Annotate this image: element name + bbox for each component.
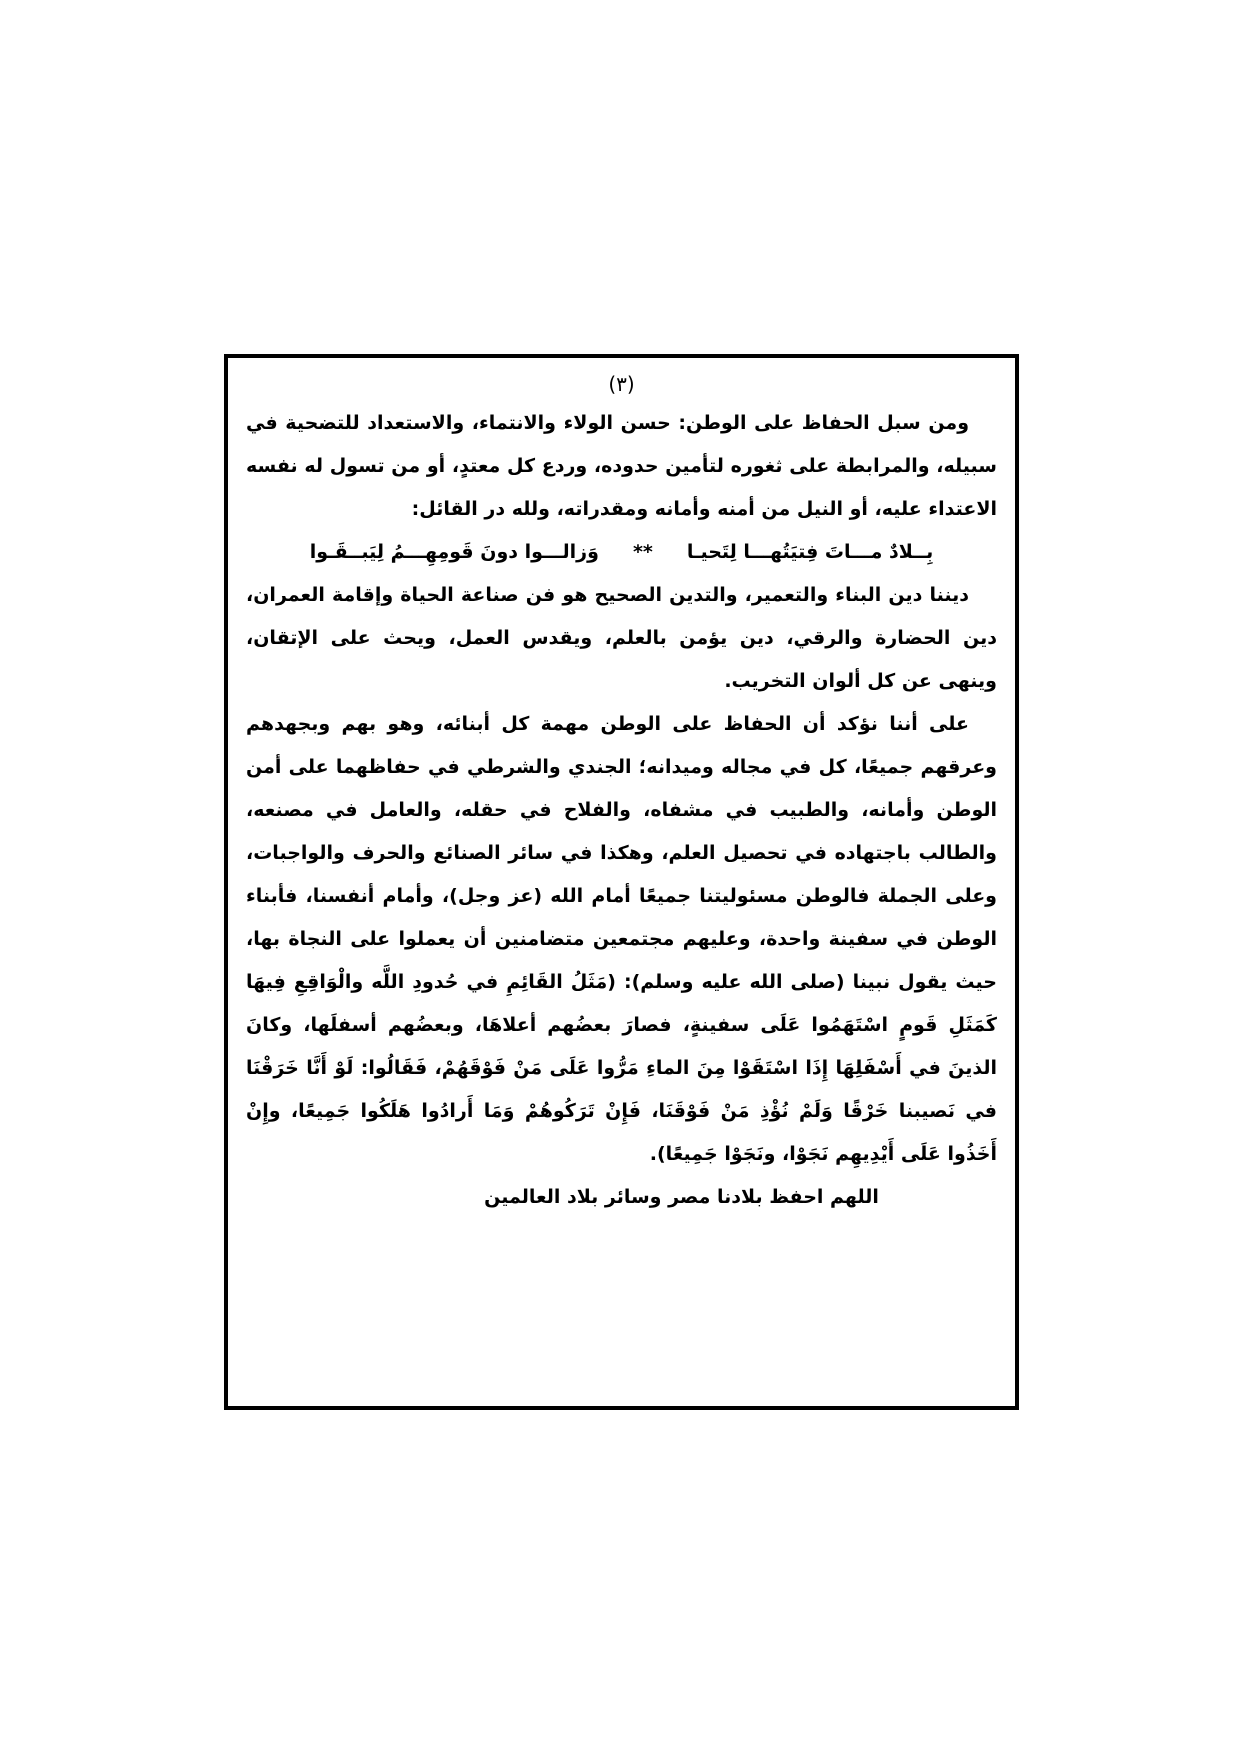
closing-prayer: اللهم احفظ بلادنا مصر وسائر بلاد العالمين xyxy=(484,1186,879,1208)
poem-verse xyxy=(246,531,997,574)
paragraph-religion-of-building: ديننا دين البناء والتعمير، والتدين الصحيح هو فن صناعة الحياة وإقامة العمران، دين الحضارة والرقي، دين يؤمن بالعلم، ويقدس العمل، ويحث على الإتقان، وينهى عن كل ألوان التخريب. xyxy=(246,584,997,692)
paragraph-homeland-preservation: ومن سبل الحفاظ على الوطن: حسن الولاء والانتماء، والاستعداد للتضحية في سبيله، والمرابطة على ثغوره لتأمين حدوده، وردع كل معتدٍ، أو من تسول له نفسه الاعتداء عليه، أو النيل من أمنه وأمانه ومقدراته، ولله در القائل: xyxy=(246,412,997,520)
poem-first-hemistich: بِــلادٌ مـــاتَ فِتيَتُهـــا لِتَحيـا xyxy=(686,541,934,563)
poem-second-hemistich: وَزالـــوا دونَ قَومِهِـــمُ لِيَبــقَـوا xyxy=(309,541,599,563)
page-frame xyxy=(224,354,1019,1410)
page-number: (٣) xyxy=(608,372,635,396)
page-content xyxy=(246,366,997,1219)
poem-separator: ** xyxy=(632,541,653,563)
paragraph-shared-responsibility: على أننا نؤكد أن الحفاظ على الوطن مهمة كل أبنائه، وهو بهم وبجهدهم وعرقهم جميعًا، كل في مجاله وميدانه؛ الجندي والشرطي في حفاظهما على أمن الوطن وأمانه، والطبيب في مشفاه، والفلاح في حقله، والعامل في مصنعه، والطالب باجتهاده في تحصيل العلم، وهكذا في سائر الصنائع والحرف والواجبات، وعلى الجملة فالوطن مسئوليتنا جميعًا أمام الله (عز وجل)، وأمام أنفسنا، فأبناء الوطن في سفينة واحدة، وعليهم مجتمعين متضامنين أن يعملوا على النجاة بها، حيث يقول نبينا (صلى الله عليه وسلم): (مَثَلُ القَائِمِ في حُدودِ اللَّه والْوَاقِعِ فِيهَا كَمَثَلِ قَومٍ اسْتَهَمُوا عَلَى سفينةٍ، فصارَ بعضُهم أعلاهَا، وبعضُهم أسفلَها، وكانَ الذينَ في أَسْفَلِهَا إِذَا اسْتَقَوْا مِنَ الماءِ مَرُّوا عَلَى مَنْ فَوْقَهُمْ، فَقَالُوا: لَوْ أَنَّا خَرَقْنَا في نَصيبنا خَرْقًا وَلَمْ نُؤْذِ مَنْ فَوْقَنَا، فَإِنْ تَرَكُوهُمْ وَمَا أَرادُوا هَلَكُوا جَمِيعًا، وإِنْ أَخَذُوا عَلَى أَيْدِيهِم نَجَوْا، ونَجَوْا جَمِيعًا). xyxy=(246,713,997,1165)
